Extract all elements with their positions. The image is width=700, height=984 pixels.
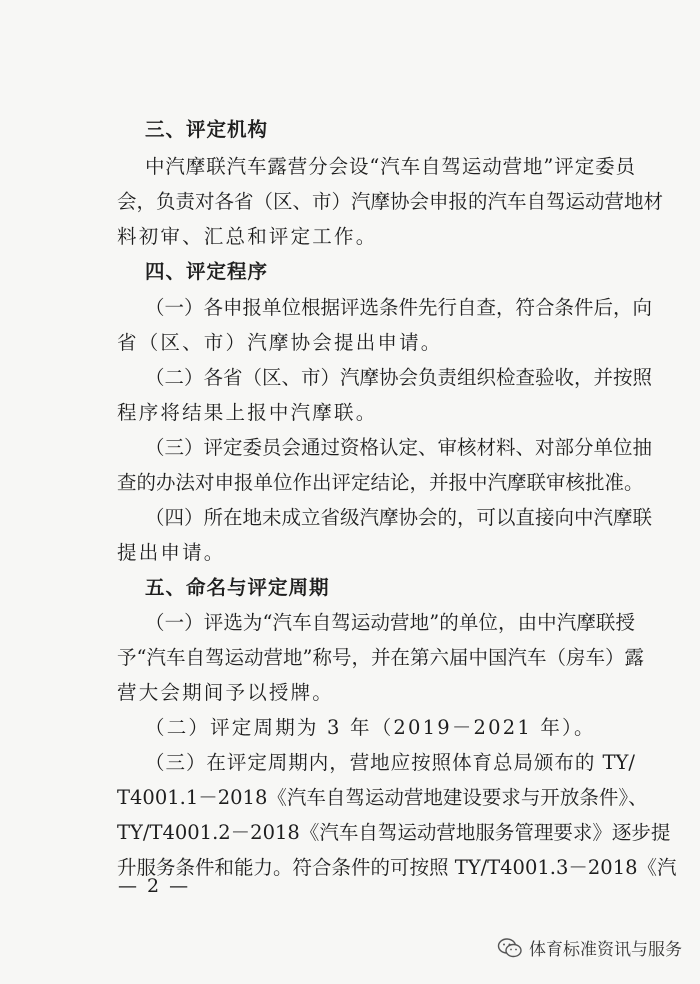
paragraph-line: （二）各省（区、市）汽摩协会负责组织检查验收，并按照: [145, 366, 653, 389]
paragraph-line: 料初审、汇总和评定工作。: [117, 225, 378, 248]
paragraph-line: （三）在评定周期内，营地应按照体育总局颁布的 TY/: [145, 751, 635, 774]
section-heading-3: 三、评定机构: [145, 118, 269, 141]
section-heading-5: 五、命名与评定周期: [145, 576, 330, 599]
watermark-text: 体育标准资讯与服务: [529, 940, 682, 960]
paragraph-line: TY/T4001.2－2018《汽车自驾运动营地服务管理要求》逐步提: [117, 821, 671, 844]
paragraph-line: 营大会期间予以授牌。: [117, 681, 335, 704]
paragraph-line: 会，负责对各省（区、市）汽摩协会申报的汽车自驾运动营地材: [117, 190, 664, 213]
watermark: [497, 935, 682, 960]
paragraph-line: （三）评定委员会通过资格认定、审核材料、对部分单位抽: [145, 436, 653, 459]
paragraph-line: 升服务条件和能力。符合条件的可按照 TY/T4001.3－2018《汽: [117, 856, 677, 879]
section-heading-4: 四、评定程序: [145, 260, 269, 283]
paragraph-line: （一）各申报单位根据评选条件先行自查，符合条件后，向: [145, 296, 653, 319]
paragraph-line: 程序将结果上报中汽摩联。: [117, 401, 378, 424]
paragraph-line: T4001.1－2018《汽车自驾运动营地建设要求与开放条件》、: [117, 786, 648, 809]
wechat-icon: [497, 937, 523, 959]
page-number: — 2 —: [118, 875, 191, 897]
paragraph-line: 省（区、市）汽摩协会提出申请。: [117, 331, 443, 354]
paragraph-line: 查的办法对申报单位作出评定结论，并报中汽摩联审核批准。: [117, 471, 644, 494]
paragraph-line: 中汽摩联汽车露营分会设“汽车自驾运动营地”评定委员: [145, 155, 635, 178]
paragraph-line: （四）所在地未成立省级汽摩协会的，可以直接向中汽摩联: [145, 506, 653, 529]
paragraph-line: （二）评定周期为 3 年（2019－2021 年）。: [145, 716, 596, 739]
paragraph-line: （一）评选为“汽车自驾运动营地”的单位，由中汽摩联授: [145, 611, 635, 634]
paragraph-line: 予“汽车自驾运动营地”称号，并在第六届中国汽车（房车）露: [117, 646, 644, 669]
paragraph-line: 提出申请。: [117, 541, 226, 564]
